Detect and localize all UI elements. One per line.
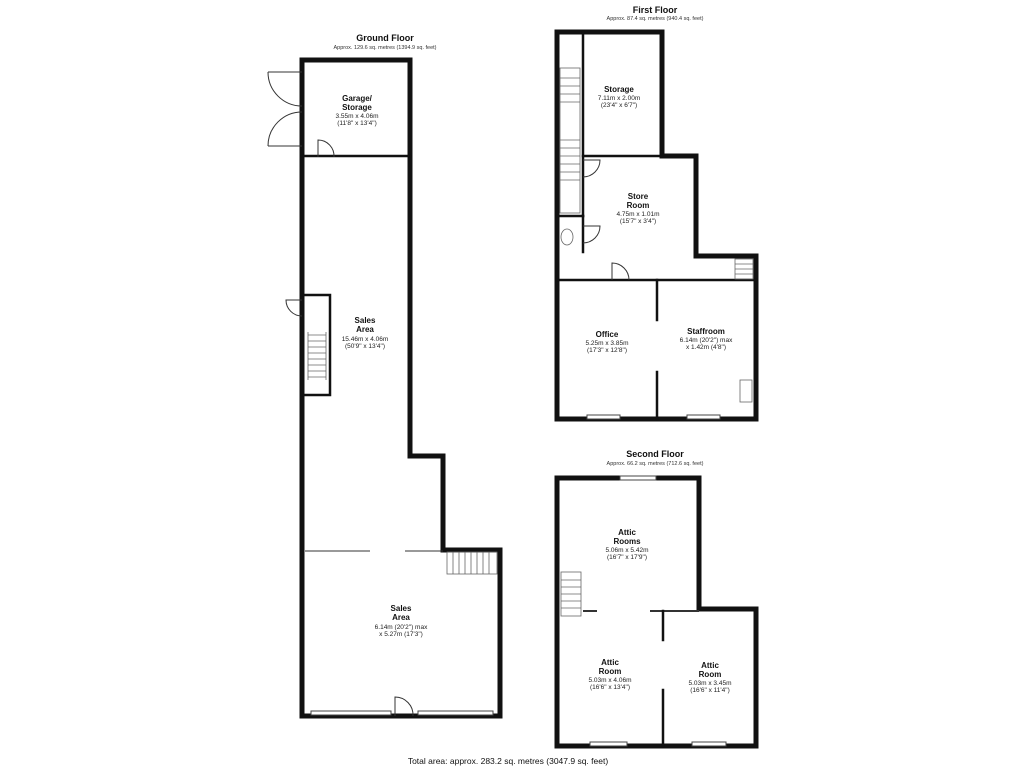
office-door xyxy=(612,263,629,280)
room-attic-rooms xyxy=(606,528,649,561)
svg-text:(50'9" x 13'4"): (50'9" x 13'4") xyxy=(345,343,385,350)
second-floor-area: Approx. 66.2 sq. metres (712.6 sq. feet) xyxy=(606,461,704,467)
svg-text:15.46m x 4.06m: 15.46m x 4.06m xyxy=(341,336,389,343)
attic-window-bottom-right xyxy=(692,742,726,746)
ground-stairs-right xyxy=(447,552,497,574)
svg-text:5.25m x 3.85m: 5.25m x 3.85m xyxy=(585,340,629,347)
svg-text:Sales: Sales xyxy=(390,604,412,613)
total-area: Total area: approx. 283.2 sq. metres (3047.9 sq. feet) xyxy=(407,756,609,766)
svg-text:Attic: Attic xyxy=(701,661,719,670)
room-garage-storage xyxy=(336,94,379,127)
svg-text:Sales: Sales xyxy=(354,316,376,325)
room-attic-room-left xyxy=(589,658,632,691)
svg-text:6.14m (20'2") max: 6.14m (20'2") max xyxy=(679,337,733,344)
ground-floor xyxy=(268,33,500,716)
office-window xyxy=(587,415,620,419)
wc-toilet xyxy=(561,229,573,245)
svg-text:Garage/: Garage/ xyxy=(342,94,372,103)
room-store-room xyxy=(617,192,660,225)
svg-text:(11'8" x 13'4"): (11'8" x 13'4") xyxy=(337,120,377,127)
ground-stairs-left xyxy=(308,332,326,380)
first-floor-area: Approx. 87.4 sq. metres (940.4 sq. feet) xyxy=(606,16,704,22)
svg-text:Office: Office xyxy=(595,330,619,339)
room-attic-room-right xyxy=(689,661,732,694)
svg-text:7.11m x 2.00m: 7.11m x 2.00m xyxy=(597,95,641,102)
svg-text:(17'3" x 12'8"): (17'3" x 12'8") xyxy=(587,347,627,354)
svg-text:4.75m x 1.01m: 4.75m x 1.01m xyxy=(616,211,660,218)
ground-window-right xyxy=(418,711,493,715)
garage-door xyxy=(318,140,334,157)
svg-text:(16'6" x 11'4"): (16'6" x 11'4") xyxy=(690,687,730,694)
staffroom-sink xyxy=(740,380,752,402)
garage-double-door xyxy=(268,72,302,146)
second-stairs xyxy=(561,572,581,616)
staffroom-window xyxy=(687,415,720,419)
room-sales-area-upper xyxy=(342,316,389,350)
svg-text:Attic: Attic xyxy=(618,528,636,537)
first-floor xyxy=(557,5,756,419)
svg-text:Attic: Attic xyxy=(601,658,619,667)
ground-window-left xyxy=(311,711,391,715)
svg-text:6.14m (20'2") max: 6.14m (20'2") max xyxy=(374,624,428,631)
svg-text:Rooms: Rooms xyxy=(613,537,641,546)
svg-text:(15'7" x 3'4"): (15'7" x 3'4") xyxy=(619,218,657,225)
svg-text:Staffroom: Staffroom xyxy=(687,327,725,336)
svg-text:Storage: Storage xyxy=(342,103,372,112)
svg-text:(23'4" x 6'7"): (23'4" x 6'7") xyxy=(600,102,638,109)
room-staffroom xyxy=(680,327,733,351)
svg-text:x 1.42m (4'8"): x 1.42m (4'8") xyxy=(685,344,727,351)
svg-text:Room: Room xyxy=(598,667,622,676)
first-floor-title: First Floor xyxy=(632,5,678,15)
room-storage xyxy=(598,85,641,109)
svg-text:Storage: Storage xyxy=(604,85,634,94)
svg-text:x 5.27m (17'3"): x 5.27m (17'3") xyxy=(379,631,423,638)
ground-floor-area: Approx. 129.6 sq. metres (1394.9 sq. feet) xyxy=(333,45,437,51)
storage-door xyxy=(583,160,600,177)
svg-text:Room: Room xyxy=(626,201,650,210)
svg-text:Room: Room xyxy=(698,670,722,679)
svg-text:5.03m x 4.06m: 5.03m x 4.06m xyxy=(588,677,632,684)
wc-door xyxy=(583,226,600,243)
svg-text:5.06m x 5.42m: 5.06m x 5.42m xyxy=(605,547,649,554)
svg-text:5.03m x 3.45m: 5.03m x 3.45m xyxy=(688,680,732,687)
second-floor xyxy=(557,449,756,746)
svg-text:(16'6" x 13'4"): (16'6" x 13'4") xyxy=(590,684,630,691)
staffroom-stairs xyxy=(735,259,753,279)
first-stairs xyxy=(560,68,580,213)
attic-window-top xyxy=(620,476,656,480)
svg-text:Store: Store xyxy=(627,192,649,201)
svg-text:Area: Area xyxy=(356,325,374,334)
room-sales-area-lower xyxy=(375,604,428,638)
front-door xyxy=(395,697,413,716)
ground-floor-title: Ground Floor xyxy=(356,33,414,43)
second-floor-title: Second Floor xyxy=(626,449,684,459)
attic-window-bottom-left xyxy=(590,742,627,746)
svg-text:(16'7" x 17'9"): (16'7" x 17'9") xyxy=(607,554,647,561)
svg-text:Area: Area xyxy=(392,613,410,622)
svg-text:3.55m x 4.06m: 3.55m x 4.06m xyxy=(335,113,379,120)
room-office xyxy=(586,330,629,354)
